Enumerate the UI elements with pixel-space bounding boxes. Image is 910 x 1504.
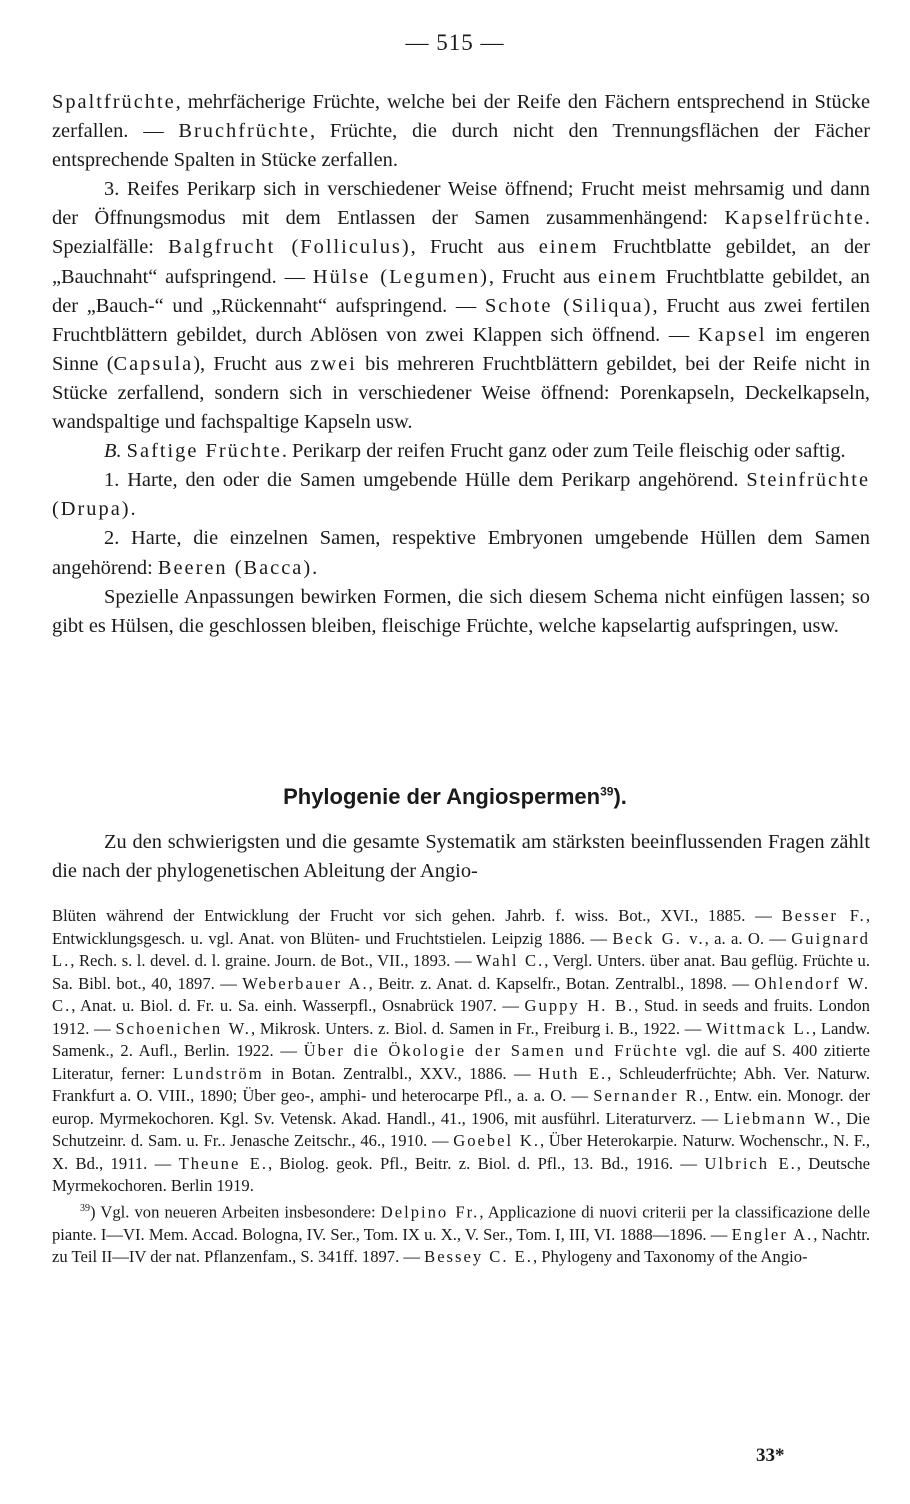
paragraph-saftige-fruechte: B. Saftige Früchte. Perikarp der reifen Frucht ganz oder zum Teile fleischig oder saftig. [104, 440, 846, 463]
paragraph-kapselfruechte: 3. Reifes Perikarp sich in verschiedener Weise öffnend; Frucht meist mehrsamig und dann der Öffnungsmodus mit dem Entlassen der Samen zusammenhängend: Kapselfrüchte. Spezialfälle: Balgfrucht (Folliculus), Frucht aus einem Fruchtblatte gebildet, an der „Bauchnaht“ aufspringend. — Hülse (Legumen), Frucht aus einem Fruchtblatte gebildet, an der „Bauch-“ und „Rückennaht“ aufspringend. — Schote (Siliqua), Frucht aus zwei fertilen Fruchtblättern gebildet, durch Ablösen von zwei Klappen sich öffnend. — Kapsel im engeren Sinne (Capsula), Frucht aus zwei bis mehreren Fruchtblättern gebildet, bei der Reife nicht in Stücke zerfallend, sondern sich in verschiedener Weise öffnend: Porenkapseln, Deckelkapseln, wandspaltige und fachspaltige Kapseln usw. [52, 178, 871, 434]
intro-paragraph: Zu den schwierigsten und die gesamte Systematik am stärksten beeinflussenden Fragen zählt die nach der phylogenetischen Ableitung der Angio- [52, 831, 870, 883]
main-text [52, 88, 870, 641]
footnote-marker: 39 [600, 784, 614, 799]
section-heading: Phylogenie der Angiospermen$^{39}$). [283, 784, 627, 809]
page-number: — 515 — [405, 30, 505, 55]
paragraph-anpassungen: Spezielle Anpassungen bewirken Formen, die sich diesem Schema nicht einfügen lassen; so gibt es Hülsen, die geschlossen bleiben, fleischige Früchte, welche kapselartig aufspringen, usw. [52, 585, 870, 637]
paragraph-beeren: 2. Harte, die einzelnen Samen, respektive Embryonen umgebende Hüllen dem Samen angehörend: Beeren (Bacca). [52, 527, 870, 579]
footnotes [52, 905, 870, 1269]
paragraph-steinfruechte: 1. Harte, den oder die Samen umgebende Hülle dem Perikarp angehörend. Steinfrüchte (Drupa). [52, 469, 870, 521]
paragraph-spaltfruechte: Spaltfrüchte, mehrfächerige Früchte, welche bei der Reife den Fächern entsprechend in Stücke zerfallen. — Bruchfrüchte, Früchte, die durch nicht den Trennungsflächen der Fächer entsprechende Spalten in Stücke zerfallen. [52, 91, 870, 172]
signature-mark: 33* [756, 1445, 785, 1466]
footnote-number: 39 [80, 1202, 90, 1214]
footnote-39: $^{39}$) Vgl. von neueren Arbeiten insbesondere: Delpino Fr., Applicazione di nuovi criterii per la classificazione delle piante. I—VI. Mem. Accad. Bologna, IV. Ser., Tom. IX u. X., V. Ser., Tom. I, III, VI. 1888—1896. — Engler A., Nachtr. zu Teil II—IV der nat. Pflanzenfam., S. 341ff. 1897. — Bessey C. E., Phylogeny and Taxonomy of the Angio- [52, 1202, 870, 1267]
footnote-continued: Blüten während der Entwicklung der Frucht vor sich gehen. Jahrb. f. wiss. Bot., XVI., 1885. — Besser F., Entwicklungsgesch. u. vgl. Anat. von Blüten- und Fruchtstielen. Leipzig 1886. — Beck G. v., a. a. O. — Guignard L., Rech. s. l. devel. d. l. graine. Journ. de Bot., VII., 1893. — Wahl C., Vergl. Unters. über anat. Bau geflüg. Früchte u. Sa. Bibl. bot., 40, 1897. — Weberbauer A., Beitr. z. Anat. d. Kapselfr., Botan. Zentralbl., 1898. — Ohlendorf W. C., Anat. u. Biol. d. Fr. u. Sa. einh. Wasserpfl., Osnabrück 1907. — Guppy H. B., Stud. in seeds and fruits. London 1912. — Schoenichen W., Mikrosk. Unters. z. Biol. d. Samen in Fr., Freiburg i. B., 1922. — Wittmack L., Landw. Samenk., 2. Aufl., Berlin. 1922. — Über die Ökologie der Samen und Früchte vgl. die auf S. 400 zitierte Literatur, ferner: Lundström in Botan. Zentralbl., XXV., 1886. — Huth E., Schleuderfrüchte; Abh. Ver. Naturw. Frankfurt a. O. VIII., 1890; Über geo-, amphi- und heterocarpe Pfl., a. a. O. — Sernander R., Entw. ein. Monogr. der europ. Myrmekochoren. Kgl. Sv. Vetensk. Akad. Handl., 41., 1906, mit ausführl. Literaturverz. — Liebmann W., Die Schutzeinr. d. Sam. u. Fr.. Jenasche Zeitschr., 46., 1910. — Goebel K., Über Heterokarpie. Naturw. Wochenschr., N. F., X. Bd., 1911. — Theune E., Biolog. geok. Pfl., Beitr. z. Biol. d. Pfl., 13. Bd., 1916. — Ulbrich E., Deutsche Myrmekochoren. Berlin 1919. [52, 906, 871, 1195]
